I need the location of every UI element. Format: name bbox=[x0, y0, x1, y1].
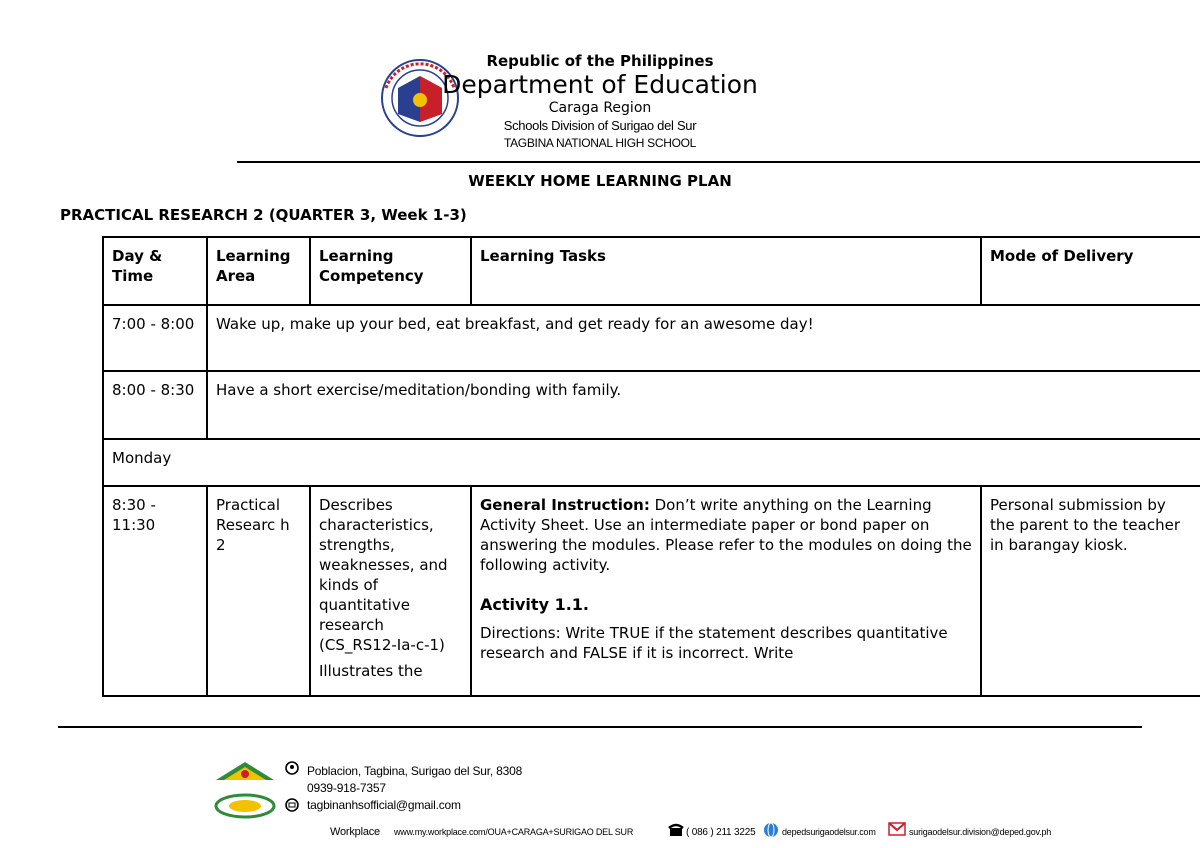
time-cell: 7:00 - 8:00 bbox=[103, 305, 207, 371]
footer-divider bbox=[58, 726, 1142, 728]
day-row bbox=[103, 439, 1200, 486]
competency-cell bbox=[310, 486, 471, 696]
footer-division-email[interactable]: surigaodelsur.division@deped.gov.ph bbox=[909, 827, 1052, 837]
footer-address: Poblacion, Tagbina, Surigao del Sur, 8308 bbox=[307, 764, 523, 778]
session-time-cell: 8:30 - 11:30 bbox=[103, 486, 207, 696]
day-cell: Monday bbox=[103, 439, 1200, 486]
col-header-day-time: Day & Time bbox=[103, 237, 207, 305]
plan-title: WEEKLY HOME LEARNING PLAN bbox=[468, 172, 732, 190]
col-header-learning-competency: Learning Competency bbox=[310, 237, 471, 305]
table-header-row bbox=[103, 237, 1200, 305]
time-cell: 8:00 - 8:30 bbox=[103, 371, 207, 439]
mail-icon bbox=[285, 798, 299, 812]
learning-plan-table bbox=[102, 236, 1200, 697]
activity-title: Activity 1.1. bbox=[480, 595, 589, 614]
activity-cell: Wake up, make up your bed, eat breakfast, and get ready for an awesome day! bbox=[207, 305, 1200, 371]
general-instruction bbox=[480, 495, 972, 575]
table-row bbox=[103, 371, 1200, 439]
activity-cell: Have a short exercise/meditation/bonding with family. bbox=[207, 371, 1200, 439]
col-header-learning-area: Learning Area bbox=[207, 237, 310, 305]
school-name: TAGBINA NATIONAL HIGH SCHOOL bbox=[503, 136, 697, 150]
region-name: Caraga Region bbox=[548, 100, 652, 116]
workplace-url[interactable]: www.my.workplace.com/OUA+CARAGA+SURIGAO DEL SUR bbox=[394, 827, 634, 837]
location-pin-icon bbox=[285, 761, 299, 775]
competency-text: Describes characteristics, strengths, weaknesses, and kinds of quantitative research (CS_RS12-Ia-c-1) bbox=[319, 496, 448, 654]
header-divider bbox=[237, 161, 1200, 163]
department-name: Department of Education bbox=[442, 70, 758, 99]
competency-text-continued: Illustrates the bbox=[319, 662, 423, 680]
gmail-icon bbox=[888, 822, 906, 836]
table-row bbox=[103, 486, 1200, 696]
footer-phone: 0939-918-7357 bbox=[307, 781, 386, 795]
table-row bbox=[103, 305, 1200, 371]
general-instruction-text: Don’t write anything on the Learning Activity Sheet. Use an intermediate paper or bond paper on answering the modules. Please refer to the modules on doing the following activity. bbox=[480, 496, 972, 574]
workplace-label: Workplace bbox=[330, 826, 380, 838]
mode-of-delivery-cell: Personal submission by the parent to the teacher in barangay kiosk. bbox=[981, 486, 1200, 696]
division-name: Schools Division of Surigao del Sur bbox=[503, 118, 697, 133]
learning-area-cell: Practical Researc h 2 bbox=[207, 486, 310, 696]
school-logo-icon bbox=[214, 760, 276, 782]
footer-telephone: ( 086 ) 211 3225 bbox=[686, 827, 756, 838]
republic-line: Republic of the Philippines bbox=[486, 52, 714, 70]
col-header-mode-of-delivery: Mode of Delivery bbox=[981, 237, 1200, 305]
activity-directions: Directions: Write TRUE if the statement describes quantitative research and FALSE if it is incorrect. Write bbox=[480, 624, 948, 662]
footer-website[interactable]: depedsurigaodelsur.com bbox=[782, 827, 876, 837]
footer-email[interactable]: tagbinanhsofficial@gmail.com bbox=[307, 798, 461, 812]
learning-tasks-cell bbox=[471, 486, 981, 696]
col-header-learning-tasks: Learning Tasks bbox=[471, 237, 981, 305]
subject-title: PRACTICAL RESEARCH 2 (QUARTER 3, Week 1-3) bbox=[60, 206, 467, 224]
school-emblem-icon bbox=[214, 793, 276, 819]
globe-icon bbox=[763, 822, 779, 838]
telephone-icon bbox=[668, 822, 684, 838]
general-instruction-label: General Instruction: bbox=[480, 496, 650, 514]
